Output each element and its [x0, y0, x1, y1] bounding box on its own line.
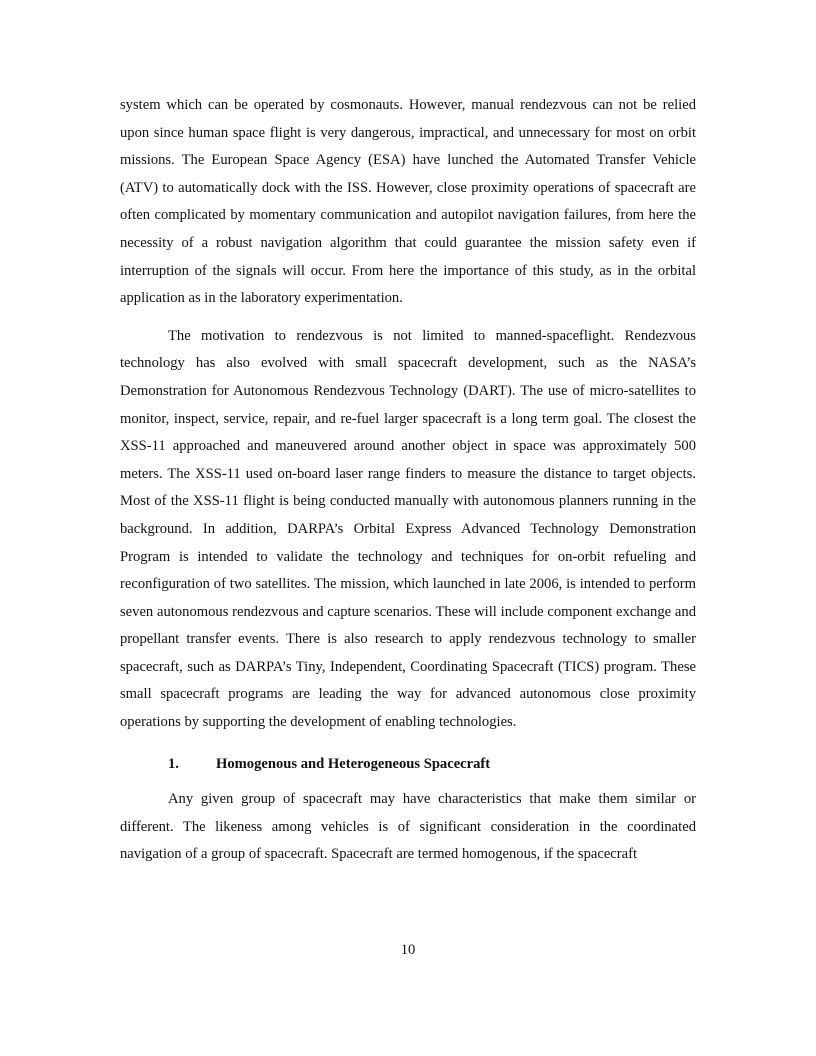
- page-body: [120, 92, 696, 869]
- section-title: Homogenous and Heterogeneous Spacecraft: [216, 755, 491, 772]
- paragraph-manual-rendezvous: system which can be operated by cosmonauts. However, manual rendezvous can not be relied upon since human space flight is very dangerous, impractical, and unnecessary for most on orbit missions. The European Space Agency (ESA) have lunched the Automated Transfer Vehicle (ATV) to automatically dock with the ISS. However, close proximity operations of spacecraft are often complicated by momentary communication and autopilot navigation failures, from here the necessity of a robust navigation algorithm that could guarantee the mission safety even if interruption of the signals will occur. From here the importance of this study, as in the orbital application as in the laboratory experimentation.: [120, 97, 696, 307]
- page-number: 10: [400, 942, 416, 958]
- section-heading: [120, 751, 696, 779]
- paragraph-rendezvous-motivation: The motivation to rendezvous is not limited to manned-spaceflight. Rendezvous technology has also evolved with small spacecraft development, such as the NASA’s Demonstration for Autonomous Rendezvous Technology (DART). The use of micro-satellites to monitor, inspect, service, repair, and re-fuel larger spacecraft is a long term goal. The closest the XSS-11 approached and maneuvered around another object in space was approximately 500 meters. The XSS-11 used on-board laser range finders to measure the distance to target objects. Most of the XSS-11 flight is being conducted manually with autonomous planners running in the background. In addition, DARPA’s Orbital Express Advanced Technology Demonstration Program is intended to validate the technology and techniques for on-orbit refueling and reconfiguration of two satellites. The mission, which launched in late 2006, is intended to perform seven autonomous rendezvous and capture scenarios. These will include component exchange and propellant transfer events. There is also research to apply rendezvous technology to smaller spacecraft, such as DARPA’s Tiny, Independent, Coordinating Spacecraft (TICS) program. These small spacecraft programs are leading the way for advanced autonomous close proximity operations by supporting the development of enabling technologies.: [120, 327, 696, 731]
- section-number: 1.: [168, 755, 179, 772]
- paragraph-spacecraft-similarity: Any given group of spacecraft may have characteristics that make them similar or different. The likeness among vehicles is of significant consideration in the coordinated navigation of a group of spacecraft. Spacecraft are termed homogenous, if the spacecraft: [120, 791, 696, 863]
